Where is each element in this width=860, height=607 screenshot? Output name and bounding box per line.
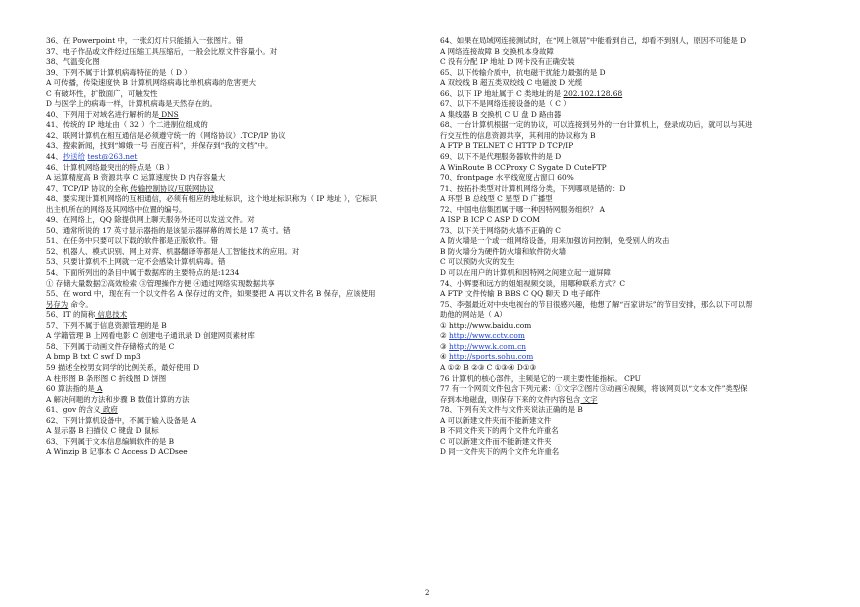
text-segment: 68、一台计算机根据一定的协议，可以连接到另外的一台计算机上，登录成功后，就可以与其进: [440, 120, 753, 130]
left-text-line: [46, 215, 420, 226]
right-text-line: [440, 47, 828, 58]
text-segment: A FTP 文件传输 B BBS C QQ 聊天 D 电子邮件: [440, 289, 601, 299]
left-column: [46, 36, 420, 458]
right-text-line: [440, 437, 828, 448]
underlined-answer: 另存为: [46, 299, 69, 309]
left-text-line: [46, 416, 420, 427]
text-segment: 行交互性的信息资源共享，其利用的协议称为 B: [440, 130, 596, 140]
text-segment: A 解决问题的方法和步骤 B 数值计算的方法: [46, 394, 190, 404]
hyperlink[interactable]: 抄送给: [62, 152, 85, 162]
text-segment: 73、以下关于网络防火墙不正确的 C: [440, 225, 561, 235]
text-segment: A 双绞线 B 超五类双绞线 C 电磁波 D 光缆: [440, 78, 583, 88]
right-text-line: [440, 300, 828, 311]
left-text-line: [46, 131, 420, 142]
text-segment: 36、在 Powerpoint 中，一张幻灯片只能插入一张图片。错: [46, 36, 244, 45]
text-segment: A WinRoute B CCProxy C Sygate D CuteFTP: [440, 162, 607, 172]
text-segment: C 可以新建文件而不能新建文件夹: [440, 436, 552, 446]
right-text-line: [440, 268, 828, 279]
text-segment: 60 算法指的是: [46, 384, 95, 394]
left-text-line: [46, 437, 420, 448]
text-segment: 55、在 word 中，现在有一个以文件名 A 保存过的文件，如果要把 A 再以文件名 B 保存，应该使用: [46, 289, 376, 299]
left-text-line: [46, 194, 420, 205]
underlined-answer: 传输控制协议/互联网协议: [128, 183, 215, 193]
text-segment: D 与医学上的病毒一样，计算机病毒是天然存在的。: [46, 99, 217, 109]
left-text-line: [46, 310, 420, 321]
underlined-answer: 政府: [100, 405, 118, 415]
left-text-line: [46, 247, 420, 258]
text-segment: 72、中国电信集团属于哪一种因特网服务组织？ A: [440, 204, 605, 214]
right-text-line: [440, 36, 828, 47]
left-text-line: [46, 236, 420, 247]
right-text-line: [440, 247, 828, 258]
text-segment: 39、下列不属于计算机病毒特征的是（ D ）: [46, 67, 192, 77]
right-text-line: [440, 89, 828, 100]
text-segment: A 防火墙是一个或一组网络设备，用来加强访问控制，免受别人的攻击: [440, 236, 670, 246]
right-text-line: [440, 331, 828, 342]
text-segment: 67、以下不是网络连接设备的是（ C ）: [440, 99, 571, 109]
text-segment: A 可传播，传染速度快 B 计算机网络病毒比单机病毒的危害更大: [46, 78, 256, 88]
text-segment: 52、机器人、模式识别、网上对弈、机器翻译等都是人工智能技术的应用。对: [46, 246, 300, 256]
text-segment: A 柱形图 B 条形图 C 折线图 D 饼图: [46, 373, 167, 383]
text-segment: A FTP B TELNET C HTTP D TCP/IP: [440, 141, 574, 151]
text-segment: 40、下列用于对域名进行解析的是: [46, 109, 159, 119]
text-segment: A ①② B ②③ C ①③④ D①③: [440, 362, 537, 372]
underlined-answer: 信息技术: [95, 310, 128, 320]
left-text-line: [46, 184, 420, 195]
text-segment: 56、IT 的简称: [46, 310, 96, 320]
right-text-line: [440, 416, 828, 427]
right-text-line: [440, 236, 828, 247]
text-segment: D 同一文件夹下的两个文件允许重名: [440, 447, 560, 457]
text-segment: 46、计算机网络最突出的特点是（B ）: [46, 162, 175, 172]
left-text-line: [46, 352, 420, 363]
text-segment: 78、下列有关文件与文件夹说法正确的是 B: [440, 405, 583, 415]
text-segment: ① 存储大量数据②高效检索 ③管理操作方便 ④通过网络实现数据共享: [46, 278, 275, 288]
text-segment: 61、gov 的含义: [46, 405, 101, 415]
text-segment: 64、如果在局域网连接测试时，在“网上领居”中能看到自己，却看不到别人，原因不可能是 D: [440, 36, 747, 45]
right-text-line: [440, 131, 828, 142]
left-text-line: [46, 374, 420, 385]
left-text-line: [46, 268, 420, 279]
right-text-line: [440, 374, 828, 385]
right-text-line: [440, 363, 828, 374]
left-text-line: [46, 141, 420, 152]
right-text-line: [440, 384, 828, 395]
right-text-line: [440, 173, 828, 184]
text-segment: A 网络连接故障 B 交换机本身故障: [440, 46, 554, 56]
right-text-line: [440, 110, 828, 121]
right-text-line: [440, 57, 828, 68]
right-text-line: [440, 215, 828, 226]
right-text-line: [440, 194, 828, 205]
underlined-answer: DNS: [158, 109, 179, 119]
left-text-line: [46, 257, 420, 268]
text-segment: 74、小辉要和远方的姐姐视频交谈，用哪种联系方式？C: [440, 278, 626, 288]
text-segment: ① http://www.baidu.com: [440, 320, 532, 330]
page-number: 2: [425, 589, 430, 597]
left-text-line: [46, 363, 420, 374]
right-text-line: [440, 99, 828, 110]
left-text-line: [46, 120, 420, 131]
text-segment: 48、要实现计算机网络的互相通信，必须有相应的地址标识，这个地址标识称为（ IP 地址 ），它标识: [46, 194, 378, 204]
left-text-line: [46, 289, 420, 300]
left-text-line: [46, 47, 420, 58]
right-text-line: [440, 141, 828, 152]
text-segment: 49、在网络上，QQ 除提供网上聊天服务外还可以发送文件。对: [46, 215, 255, 225]
text-segment: 77 有一个网页文件包含下列元素：①文字②图片③动画④视频，将该网页以“文本文件”类型保: [440, 384, 748, 394]
right-text-line: [440, 426, 828, 437]
text-segment: 53、只要计算机不上网就一定不会感染计算机病毒。错: [46, 257, 226, 267]
right-text-line: [440, 184, 828, 195]
underlined-answer: 文字: [580, 394, 598, 404]
left-text-line: [46, 321, 420, 332]
right-text-line: [440, 352, 828, 363]
text-segment: A Winzip B 记事本 C Access D ACDsee: [46, 447, 188, 457]
text-segment: A 环型 B 总线型 C 星型 D 广播型: [440, 194, 553, 204]
hyperlink[interactable]: http://www.cctv.com: [448, 331, 525, 341]
left-text-line: [46, 36, 420, 47]
text-segment: 51、在任务中只要可以下载的软件都是正版软件。错: [46, 236, 219, 246]
text-segment: 59 描述全校男女同学的比例关系，最好使用 D: [46, 362, 200, 372]
text-segment: 65、以下传输介质中，抗电磁干扰能力最强的是 D: [440, 67, 606, 77]
right-text-line: [440, 205, 828, 216]
text-segment: A 学籍管理 B 上网看电影 C 创建电子通讯录 D 创建网页素材库: [46, 331, 255, 341]
text-segment: 存到本地磁盘，则保存下来的文件内容包含: [440, 394, 581, 404]
right-column: [440, 36, 828, 458]
text-segment: 42、联网计算机在相互通信是必须遵守统一的（网络协议）.TCP/IP 协议: [46, 130, 286, 140]
text-segment: 44、: [46, 152, 63, 162]
left-text-line: [46, 152, 420, 163]
text-segment: C 可以预防火灾的发生: [440, 257, 515, 267]
left-text-line: [46, 300, 420, 311]
right-text-line: [440, 120, 828, 131]
left-text-line: [46, 447, 420, 458]
hyperlink[interactable]: test@263.net: [87, 152, 138, 162]
text-segment: 50、通常所说的 17 英寸显示器指的是该显示器屏幕的周长是 17 英寸。错: [46, 225, 291, 235]
text-segment: B 防火墙分为硬件防火墙和软件防火墙: [440, 246, 567, 256]
right-text-line: [440, 257, 828, 268]
text-segment: 38、气温变化图: [46, 57, 100, 67]
right-text-line: [440, 395, 828, 406]
right-text-line: [440, 78, 828, 89]
text-segment: 63、下列属于文本信息编辑软件的是 B: [46, 436, 175, 446]
text-segment: 62、下列计算机设备中，不属于输入设备是 A: [46, 415, 197, 425]
text-segment: 出主机所在的网络及其网络中位置的编号。: [46, 204, 187, 214]
text-segment: 54、下面所列出的条目中属于数据库的主要特点的是:1234: [46, 268, 240, 278]
text-segment: ③: [440, 341, 449, 351]
left-text-line: [46, 226, 420, 237]
left-text-line: [46, 163, 420, 174]
left-text-line: [46, 110, 420, 121]
left-text-line: [46, 68, 420, 79]
left-text-line: [46, 78, 420, 89]
text-segment: 75、李强最近对中央电视台的节目很感兴趣，他想了解“百家讲坛”的节目安排，那么以下可以帮: [440, 299, 753, 309]
text-segment: D 可以在用户的计算机和因特网之间建立起一道屏障: [440, 268, 611, 278]
text-segment: 47、TCP/IP 协议的全称: [46, 183, 129, 193]
right-text-line: [440, 342, 828, 353]
text-segment: A ISP B ICP C ASP D COM: [440, 215, 540, 225]
left-text-line: [46, 426, 420, 437]
right-text-line: [440, 447, 828, 458]
right-text-line: [440, 279, 828, 290]
right-text-line: [440, 321, 828, 332]
right-text-line: [440, 163, 828, 174]
left-text-line: [46, 89, 420, 100]
text-segment: C 没有分配 IP 地址 D 网卡没有正确安装: [440, 57, 575, 67]
text-segment: A 显示器 B 扫描仪 C 键盘 D 鼠标: [46, 426, 159, 436]
right-text-line: [440, 310, 828, 321]
hyperlink[interactable]: http://www.k.com.cn: [448, 341, 527, 351]
left-text-line: [46, 173, 420, 184]
text-segment: 37、电子作品或文件经过压缩工具压缩后，一般会比原文件容量小。对: [46, 46, 278, 56]
text-segment: 71、按拓扑类型对计算机网络分类，下列哪项是错的：D: [440, 183, 626, 193]
right-text-line: [440, 289, 828, 300]
left-text-line: [46, 331, 420, 342]
text-segment: A 集线器 B 交换机 C U 盘 D 路由器: [440, 109, 562, 119]
text-segment: 57、下列不属于信息资源管理的是 B: [46, 320, 167, 330]
text-segment: 助他的网站是（ A）: [440, 310, 507, 320]
text-segment: ②: [440, 331, 449, 341]
text-segment: C 有破坏性，扩散面广，可触发性: [46, 88, 158, 98]
text-segment: B 不同文件夹下的两个文件允许重名: [440, 426, 559, 436]
text-segment: 58、下列属于动画文件存储格式的是 C: [46, 341, 175, 351]
text-segment: 66、以下 IP 地址属于 C 类地址的是: [440, 88, 564, 98]
text-segment: A 可以新建文件夹而不能新建文件: [440, 415, 552, 425]
text-segment: 69、以下不是代理服务器软件的是 D: [440, 152, 562, 162]
text-segment: 70、frontpage 水平线宽度占窗口 60%: [440, 173, 574, 183]
text-segment: A 运算精度高 B 资源共享 C 运算速度快 D 内存容量大: [46, 173, 226, 183]
right-text-line: [440, 405, 828, 416]
right-text-line: [440, 226, 828, 237]
underlined-answer: 202.102.128.68: [563, 88, 623, 98]
left-text-line: [46, 99, 420, 110]
text-segment: 命令。: [70, 299, 93, 309]
text-segment: 43、搜索新闻，找到“嫦娥一号 百度百科”，并保存到“我的文档”中。: [46, 141, 273, 151]
right-text-line: [440, 68, 828, 79]
left-text-line: [46, 395, 420, 406]
text-segment: 76 计算机的核心部件，主频是它的一项主要性能指标。 CPU: [440, 373, 641, 383]
left-text-line: [46, 384, 420, 395]
text-segment: A bmp B txt C swf D mp3: [46, 352, 141, 362]
text-segment: ④: [440, 352, 449, 362]
left-text-line: [46, 205, 420, 216]
right-text-line: [440, 152, 828, 163]
text-segment: 41、传统的 IP 地址由（ 32 ）个二进制位组成的: [46, 120, 208, 130]
left-text-line: [46, 342, 420, 353]
hyperlink[interactable]: http://sports.sohu.com: [448, 352, 534, 362]
left-text-line: [46, 279, 420, 290]
left-text-line: [46, 405, 420, 416]
left-text-line: [46, 57, 420, 68]
underlined-answer: A: [94, 384, 103, 394]
